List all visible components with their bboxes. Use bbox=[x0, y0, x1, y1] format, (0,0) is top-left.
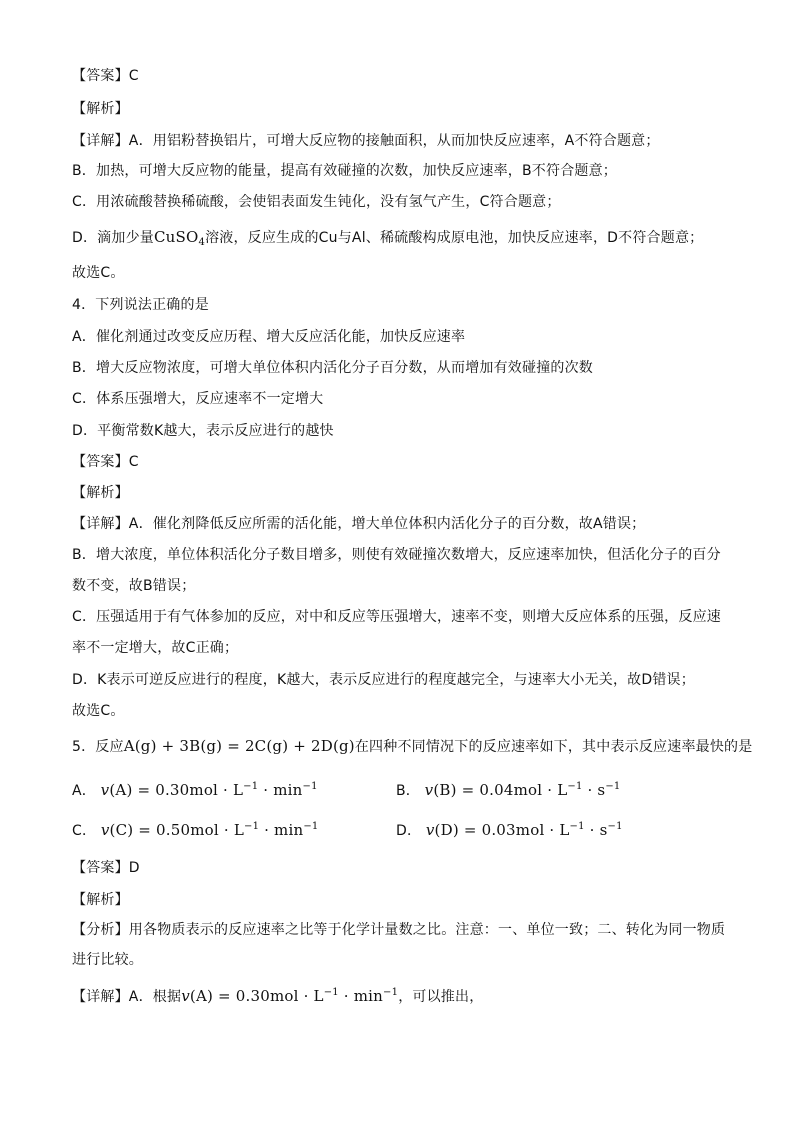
q3-detail-a: 【详解】A．用铝粉替换铝片，可增大反应物的接触面积，从而加快反应速率，A不符合题意； bbox=[72, 133, 660, 149]
q3-detail-c: C．用浓硫酸替换稀硫酸，会使铝表面发生钝化，没有氢气产生，C符合题意； bbox=[72, 194, 561, 210]
q5-option-c: C． $v(C) = 0.50mol \cdot L^{-1} \cdot \min^{-1}$ bbox=[72, 821, 319, 839]
q4-detail-a: 【详解】A．催化剂降低反应所需的活化能，增大单位体积内活化分子的百分数，故A错误； bbox=[72, 516, 646, 532]
cuso4-formula: CuSO$_4$ bbox=[153, 228, 206, 248]
q4-detail-b1: B．增大浓度，单位体积活化分子数目增多，则使有效碰撞次数增大，反应速率加快，但活化分子的百分 bbox=[72, 547, 721, 563]
q4-analysis-label: 【解析】 bbox=[72, 485, 129, 501]
q3-answer: 【答案】C bbox=[72, 68, 139, 84]
q4-detail-d: D．K表示可逆反应进行的程度，K越大，表示反应进行的程度越完全，与速率大小无关，故D错误； bbox=[72, 672, 695, 688]
q5-analysis-label: 【解析】 bbox=[72, 892, 129, 908]
q4-option-a: A．催化剂通过改变反应历程、增大反应活化能，加快反应速率 bbox=[72, 329, 466, 345]
q4-option-b: B．增大反应物浓度，可增大单位体积内活化分子百分数，从而增加有效碰撞的次数 bbox=[72, 360, 594, 376]
q4-detail-c1: C．压强适用于有气体参加的反应，对中和反应等压强增大，速率不变，则增大反应体系的压强，反应速 bbox=[72, 609, 721, 625]
q5-option-d: D． $v(D) = 0.03mol \cdot L^{-1} \cdot s^{-1}$ bbox=[396, 821, 623, 839]
q4-option-d: D．平衡常数K越大，表示反应进行的越快 bbox=[72, 423, 334, 439]
q3-detail-b: B．加热，可增大反应物的能量，提高有效碰撞的次数，加快反应速率，B不符合题意； bbox=[72, 163, 618, 179]
q5-detail-a: 【详解】A．根据$v(A) = 0.30mol \cdot L^{-1} \cdot \min^{-1}$，可以推出， bbox=[72, 987, 484, 1005]
q5-equation: A(g) + 3B(g) = 2C(g) + 2D(g) bbox=[123, 737, 355, 755]
q5-analysis-line1: 【分析】用各物质表示的反应速率之比等于化学计量数之比。注意：一、单位一致；二、转化为同一物质 bbox=[72, 922, 726, 938]
q3-analysis-label: 【解析】 bbox=[72, 101, 129, 117]
q5-analysis-line2: 进行比较。 bbox=[72, 952, 143, 968]
q3-detail-d bbox=[72, 227, 703, 248]
q3-detail-d-suffix: 溶液，反应生成的Cu与Al、稀硫酸构成原电池，加快反应速率，D不符合题意； bbox=[205, 230, 704, 246]
q5-option-b: B． $v(B) = 0.04mol \cdot L^{-1} \cdot s^{-1}$ bbox=[396, 781, 621, 799]
q5-stem: 5．反应A(g) + 3B(g) = 2C(g) + 2D(g)在四种不同情况下的反应速率如下，其中表示反应速率最快的是 bbox=[72, 737, 753, 755]
q4-stem: 4．下列说法正确的是 bbox=[72, 297, 209, 313]
q3-detail-d-prefix: D．滴加少量 bbox=[72, 230, 154, 246]
q4-answer: 【答案】C bbox=[72, 454, 139, 470]
q4-conclusion: 故选C。 bbox=[72, 703, 125, 719]
q5-option-a: A． $v(A) = 0.30mol \cdot L^{-1} \cdot \min^{-1}$ bbox=[72, 781, 318, 799]
q4-option-c: C．体系压强增大，反应速率不一定增大 bbox=[72, 391, 324, 407]
q4-detail-b2: 数不变，故B错误； bbox=[72, 578, 196, 594]
q3-conclusion: 故选C。 bbox=[72, 265, 125, 281]
q5-answer: 【答案】D bbox=[72, 860, 140, 876]
q4-detail-c2: 率不一定增大，故C正确； bbox=[72, 640, 239, 656]
